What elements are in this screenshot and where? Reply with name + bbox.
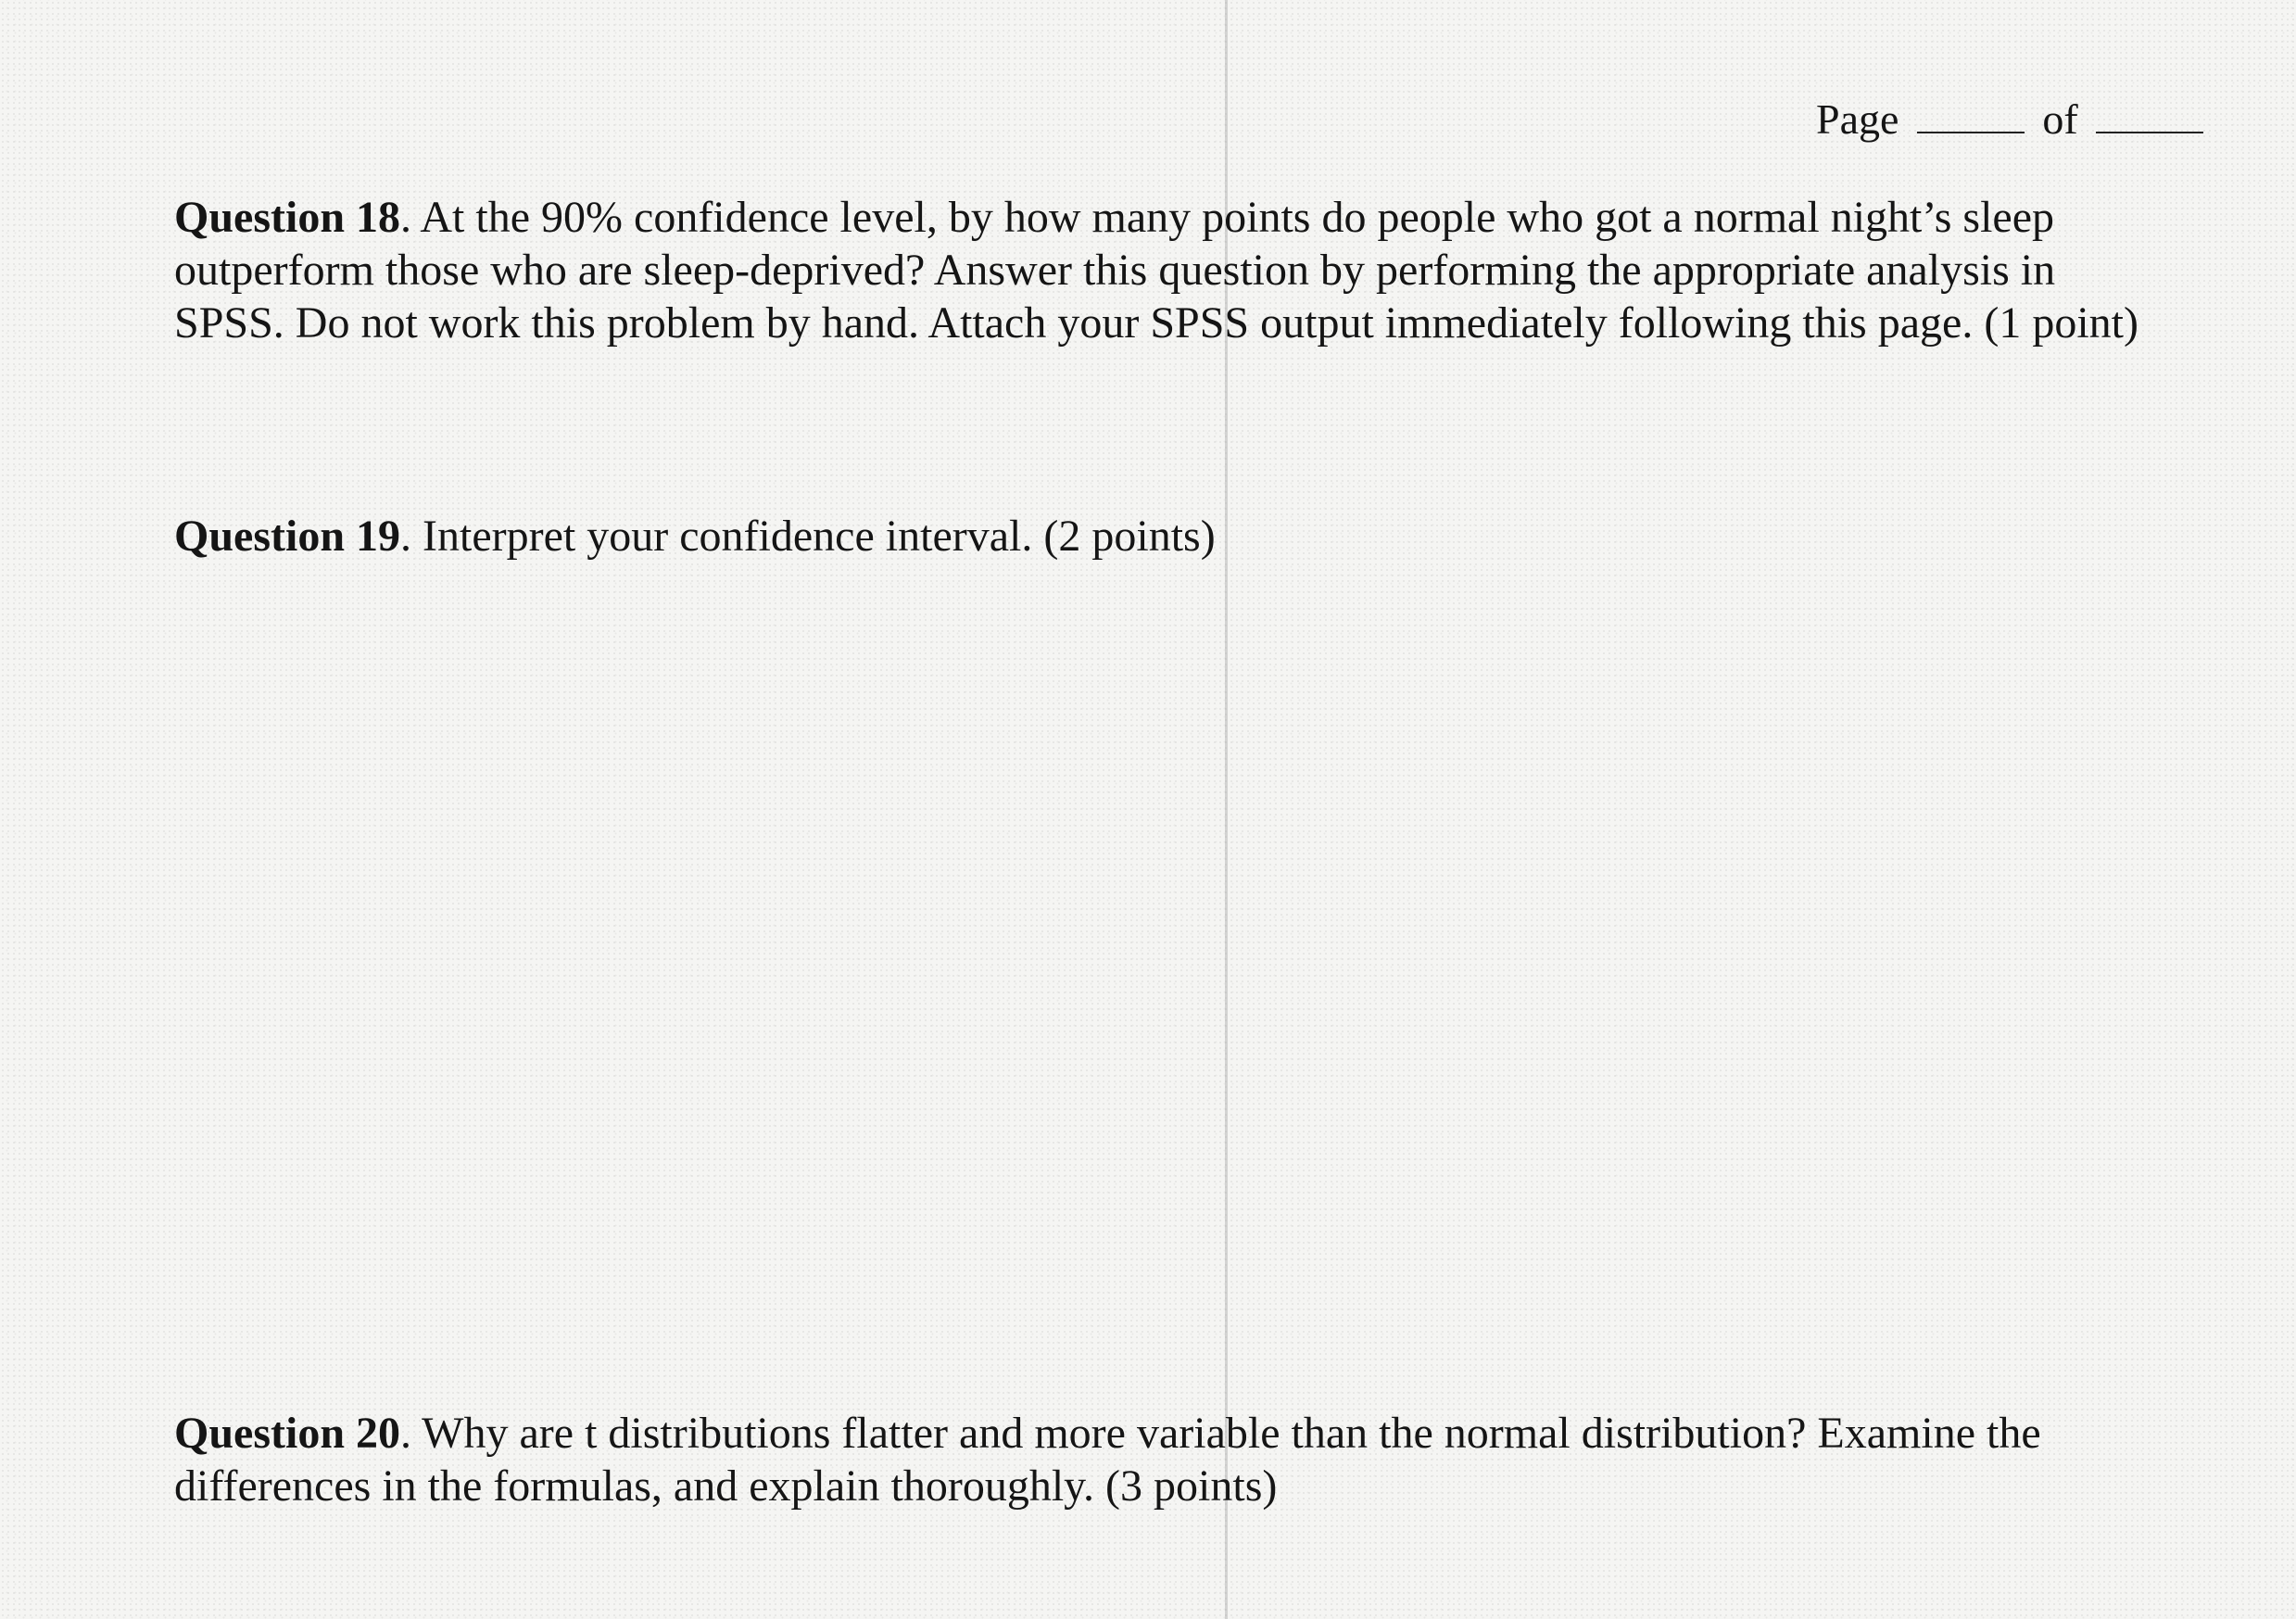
question-18-text: . At the 90% confidence level, by how many points do people who got a normal night’s sleep outperform those who are sleep-deprived? Answer this question by performing the appropriate analysis in SPSS. Do not work this problem by hand. Attach your SPSS output immediately following this page. (1 point) bbox=[174, 193, 2138, 348]
page-number-blank bbox=[1917, 131, 2025, 133]
question-20-text: . Why are t distributions flatter and more variable than the normal distribution? Examine the differences in the formulas, and explain thoroughly. (3 points) bbox=[174, 1409, 2041, 1511]
page-number-header bbox=[1816, 95, 2211, 144]
question-19-text: . Interpret your confidence interval. (2 points) bbox=[400, 512, 1216, 561]
page-total-blank bbox=[2096, 131, 2203, 133]
question-18 bbox=[174, 191, 2176, 349]
of-label: of bbox=[2042, 95, 2078, 143]
page-label: Page bbox=[1816, 95, 1899, 143]
question-18-label: Question 18 bbox=[174, 193, 401, 242]
question-19-label: Question 19 bbox=[174, 512, 401, 561]
question-20-label: Question 20 bbox=[174, 1409, 401, 1458]
question-19 bbox=[174, 510, 2176, 563]
question-20 bbox=[174, 1407, 2176, 1512]
